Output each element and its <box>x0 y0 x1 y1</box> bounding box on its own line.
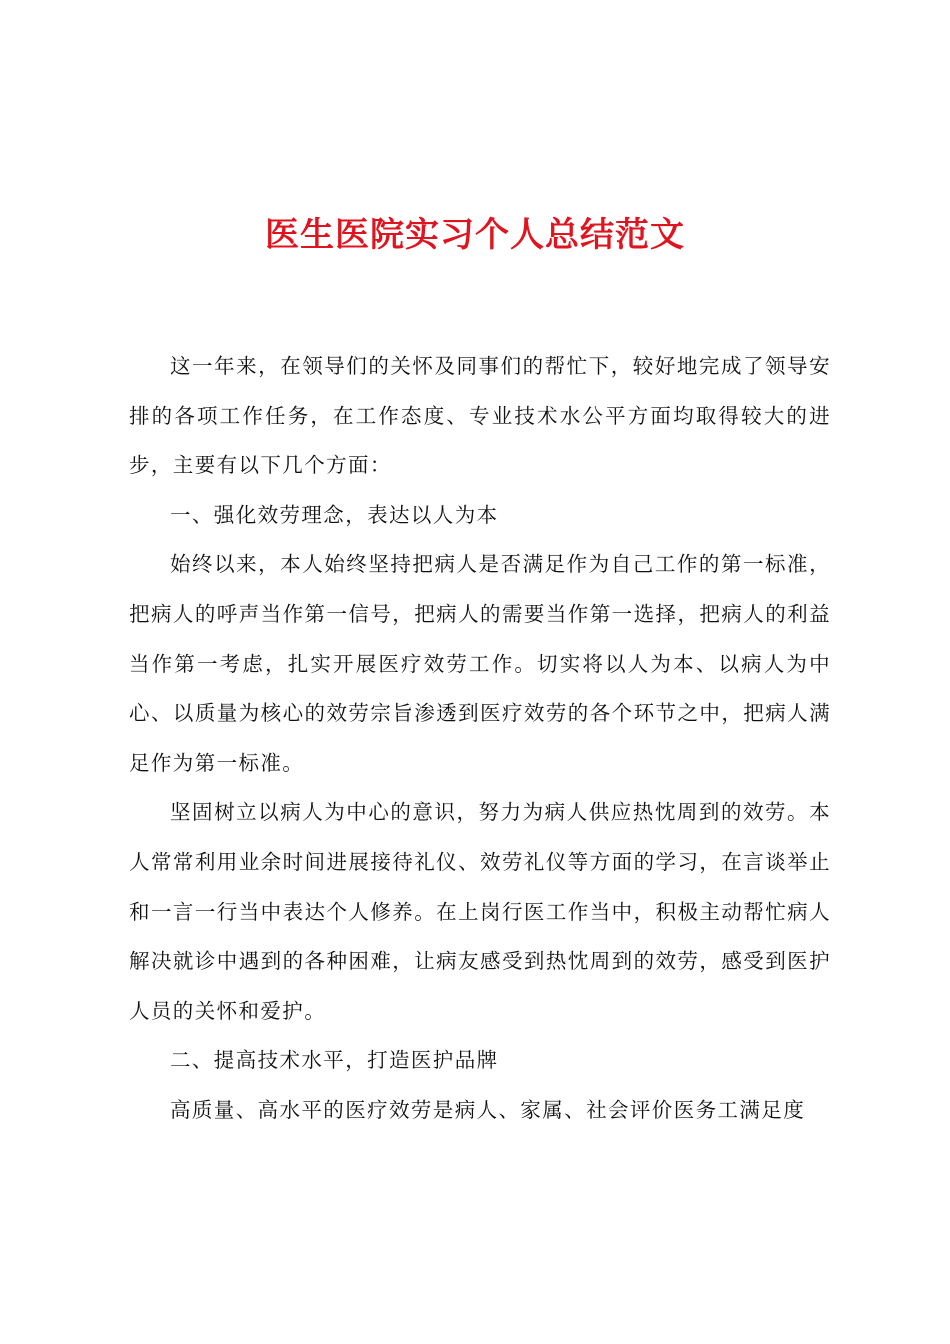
paragraph-quality: 高质量、高水平的医疗效劳是病人、家属、社会评价医务工满足度 <box>170 1097 806 1122</box>
section-heading-2: 二、提高技术水平，打造医护品牌 <box>170 1048 499 1073</box>
document-title: 医生医院实习个人总结范文 <box>265 215 685 255</box>
paragraph-patient-centered: 坚固树立以病人为中心的意识，努力为病人供应热忱周到的效劳。本人常常利用业余时间进展接待礼仪、效劳礼仪等方面的学习，在言谈举止和一言一行当中表达个人修养。在上岗行医工作当中，积极主动帮忙病人解决就诊中遇到的各种困难，让病友感受到热忱周到的效劳，感受到医护人员的关怀和爱护。 <box>129 800 831 1023</box>
document-body <box>129 342 831 1136</box>
section-heading-1: 一、强化效劳理念，表达以人为本 <box>170 502 499 527</box>
paragraph-intro: 这一年来，在领导们的关怀及同事们的帮忙下，较好地完成了领导安排的各项工作任务，在工作态度、专业技术水公平方面均取得较大的进步，主要有以下几个方面： <box>129 354 831 478</box>
paragraph-service-standard: 始终以来，本人始终坚持把病人是否满足作为自己工作的第一标准，把病人的呼声当作第一信号，把病人的需要当作第一选择，把病人的利益当作第一考虑，扎实开展医疗效劳工作。切实将以人为本、以病人为中心、以质量为核心的效劳宗旨渗透到医疗效劳的各个环节之中，把病人满足作为第一标准。 <box>129 552 831 775</box>
